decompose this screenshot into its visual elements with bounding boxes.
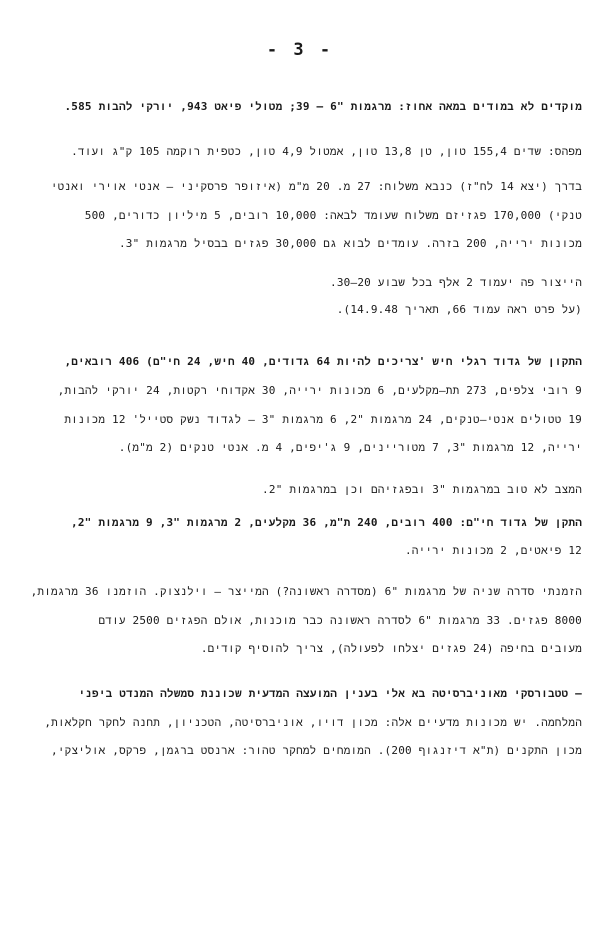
text-line: ירייה, 12 מרגמות "3, 7 מטוריינים, 9 ג'יפים, 4 מ. אנטי טנקים (2 מ"מ). [118, 441, 582, 454]
page-number: - 3 - [266, 40, 334, 60]
text-line: בדרך (יצא 14 לח"ז) כנבא משלוח: 27 מ. 20 מ"מ (איזופר פרסקיני – אנטי אוירי ואנטי [50, 180, 582, 193]
text-line: הייצור פה יעמוד 2 אלף בכל שבוע 20–30. [330, 276, 582, 289]
text-line: המלחמה. יש מכונות מדעיים אלה: מכון דויו, אוניברסיטה, הטכניון, תחנה לחקר חקלאות, [44, 716, 582, 729]
text-line: טנקי) 170,000 פגזיזם משלוח שעומד לבאה: 10,000 רובים, 5 מיליון כדורים, 500 [84, 209, 582, 222]
text-line: מכון התקנים (ת"א דיזנגוף 200). המומחים למחקר טהור: ארנסט ברגמן, פרקס, אוליצקי, [51, 744, 582, 757]
text-line: התקון של גדוד רגלי חיש 'צריכים להיות 64 גדודים, 40 חיש, 24 חי"ם) 406 רובאים, [64, 355, 582, 368]
text-line: המצב לא טוב במרגמות "3 ובפגזיהם וכן במרגמות "2. [262, 483, 582, 496]
text-line: (על פרט ראה עמוד 66, תאריך 14.9.48). [336, 303, 582, 316]
text-line: מפהס: שדים 155,4 טון, טן 13,8 טון, אמטול 4,9 טון, כטפית רוקמה 105 ק"ג ועוד. [71, 145, 582, 158]
text-line: 19 טטולים אנטי–טנקים, 24 מרגמות "2, 6 מרגמות "3 – לגדוד נשק סטייל' 12 מכונות [64, 413, 582, 426]
text-line: 8000 פגזים. 33 מרגמות "6 לסדרה ראשונה כבר מוכנות, אולם הפגזים 2500 עודם [98, 614, 582, 627]
text-line: מוקדים לא במודים במאה אחוז: מרגמות "6 – 39; מטולי פיאט 943, יורקי להבות 585. [64, 100, 582, 113]
text-line: התקן של גדוד חי"ם: 400 רובים, 240 ת"מ, 36 מקלעים, 2 מרגמות "3, 9 מרגמות "2, [71, 516, 582, 529]
text-line: מכונות ירייה, 200 בזרה. עומדים לבוא גם 30,000 פגזים בבסיל מרגמות "3. [118, 237, 582, 250]
text-line: 9 רובי צלפים, 273 תת–מקלעים, 6 מכונות ירייה, 30 אקדוחי רקטות, 24 יורקי להבות, [57, 384, 582, 397]
text-line: – טטבורסקי מאוניברסיטה בא אלי בענין המועצה המדעית שכוננת סמשלה המנדט ביפני [78, 687, 582, 700]
text-line: הזמנתי סדרה שניה של מרגמות "6 (מסדרה ראשונה?) המייצר – וילנצוק. הוזמנו 36 מרגמות, [30, 585, 582, 598]
text-line: 12 פיאטים, 2 מכונות ירייה. [404, 544, 582, 557]
text-line: מעובים בחיפה (24 פגזים יצלחו לפעולה), צריך להוסיף קודים. [200, 642, 582, 655]
